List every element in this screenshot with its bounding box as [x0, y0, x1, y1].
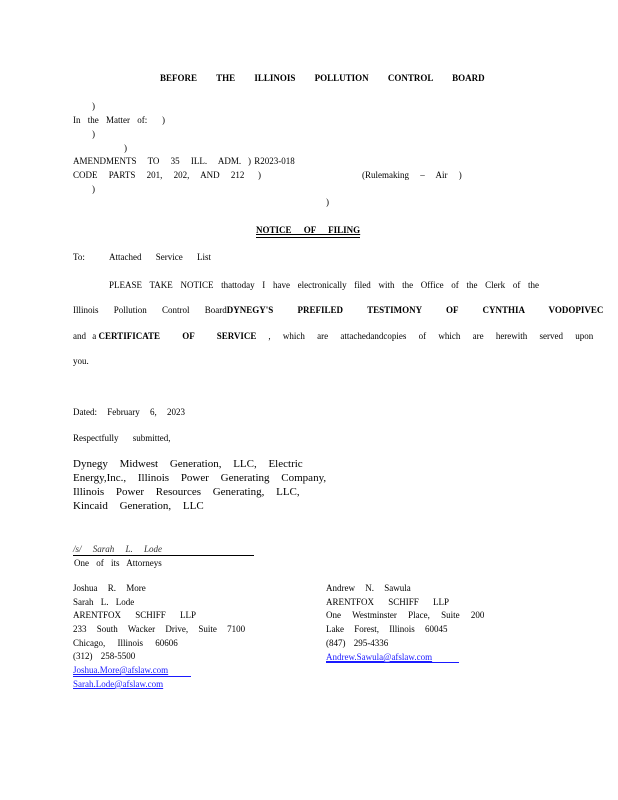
attorney-name: Sarah L. Lode	[73, 597, 135, 607]
dated-line: Dated: February 6, 2023	[73, 407, 185, 417]
notice-heading: NOTICE OF FILING	[256, 225, 361, 235]
party-line: Energy,Inc., Illinois Power Generating Company,	[73, 472, 327, 484]
respectfully-line: Respectfully submitted,	[73, 433, 171, 443]
caption-paren: )	[258, 170, 261, 180]
to-label: To:	[73, 252, 85, 262]
address-line: One Westminster Place, Suite 200	[326, 610, 485, 620]
caption-paren: )	[92, 129, 95, 139]
attorney-name: Joshua R. More	[73, 583, 146, 593]
caption-paren: )	[326, 197, 329, 207]
to-value: Attached Service List	[109, 252, 211, 262]
email-link[interactable]: Joshua.More@afslaw.com	[73, 665, 169, 675]
attorney-name: Andrew N. Sawula	[326, 583, 411, 593]
amendments-line: AMENDMENTS TO 35 ILL. ADM.	[73, 156, 242, 166]
address-line: Lake Forest, Illinois 60045	[326, 624, 448, 634]
caption-paren: )	[92, 101, 95, 111]
caption-paren: )	[92, 184, 95, 194]
email-link[interactable]: Andrew.Sawula@afslaw.com	[326, 652, 433, 662]
body-text: , which are attachedandcopies of which are herewith served upon	[268, 331, 594, 341]
certificate-title: CERTIFICATE OF SERVICE	[98, 331, 257, 341]
party-line: Illinois Power Resources Generating, LLC,	[73, 486, 300, 498]
email-link[interactable]: Sarah.Lode@afslaw.com	[73, 679, 164, 689]
party-line: Dynegy Midwest Generation, LLC, Electric	[73, 458, 303, 470]
board-title: BEFORE THE ILLINOIS POLLUTION CONTROL BOARD	[160, 73, 485, 83]
rulemaking-label: (Rulemaking – Air )	[362, 170, 462, 180]
caption-paren: )	[124, 143, 127, 153]
notice-body-line	[73, 331, 594, 342]
notice-body-line	[73, 305, 604, 316]
body-text: Illinois Pollution Control Board	[73, 305, 227, 315]
notice-body-line: PLEASE TAKE NOTICE thattoday I have electronically filed with the Office of the Clerk of the	[109, 280, 539, 290]
signature: /s/ Sarah L. Lode	[73, 544, 163, 554]
phone-number: (847) 295-4336	[326, 638, 389, 648]
caption-paren: )	[162, 115, 165, 125]
address-line: 233 South Wacker Drive, Suite 7100	[73, 624, 246, 634]
notice-body-line: you.	[73, 356, 89, 366]
docket-number: ) R2023-018	[248, 156, 295, 166]
party-line: Kincaid Generation, LLC	[73, 500, 204, 512]
matter-label: In the Matter of:	[73, 115, 148, 125]
body-text: and a	[73, 331, 97, 341]
address-line: Chicago, Illinois 60606	[73, 638, 178, 648]
testimony-title: DYNEGY'S PREFILED TESTIMONY OF CYNTHIA VODOPIVEC	[226, 305, 604, 315]
one-of-attorneys: One of its Attorneys	[74, 558, 162, 568]
link-underline	[73, 676, 191, 677]
firm-name: ARENTFOX SCHIFF LLP	[326, 597, 450, 607]
firm-name: ARENTFOX SCHIFF LLP	[73, 610, 197, 620]
phone-number: (312) 258-5500	[73, 651, 136, 661]
link-underline	[326, 662, 459, 663]
signature-line	[73, 555, 254, 556]
heading-underline	[256, 237, 360, 238]
code-parts-line: CODE PARTS 201, 202, AND 212	[73, 170, 245, 180]
